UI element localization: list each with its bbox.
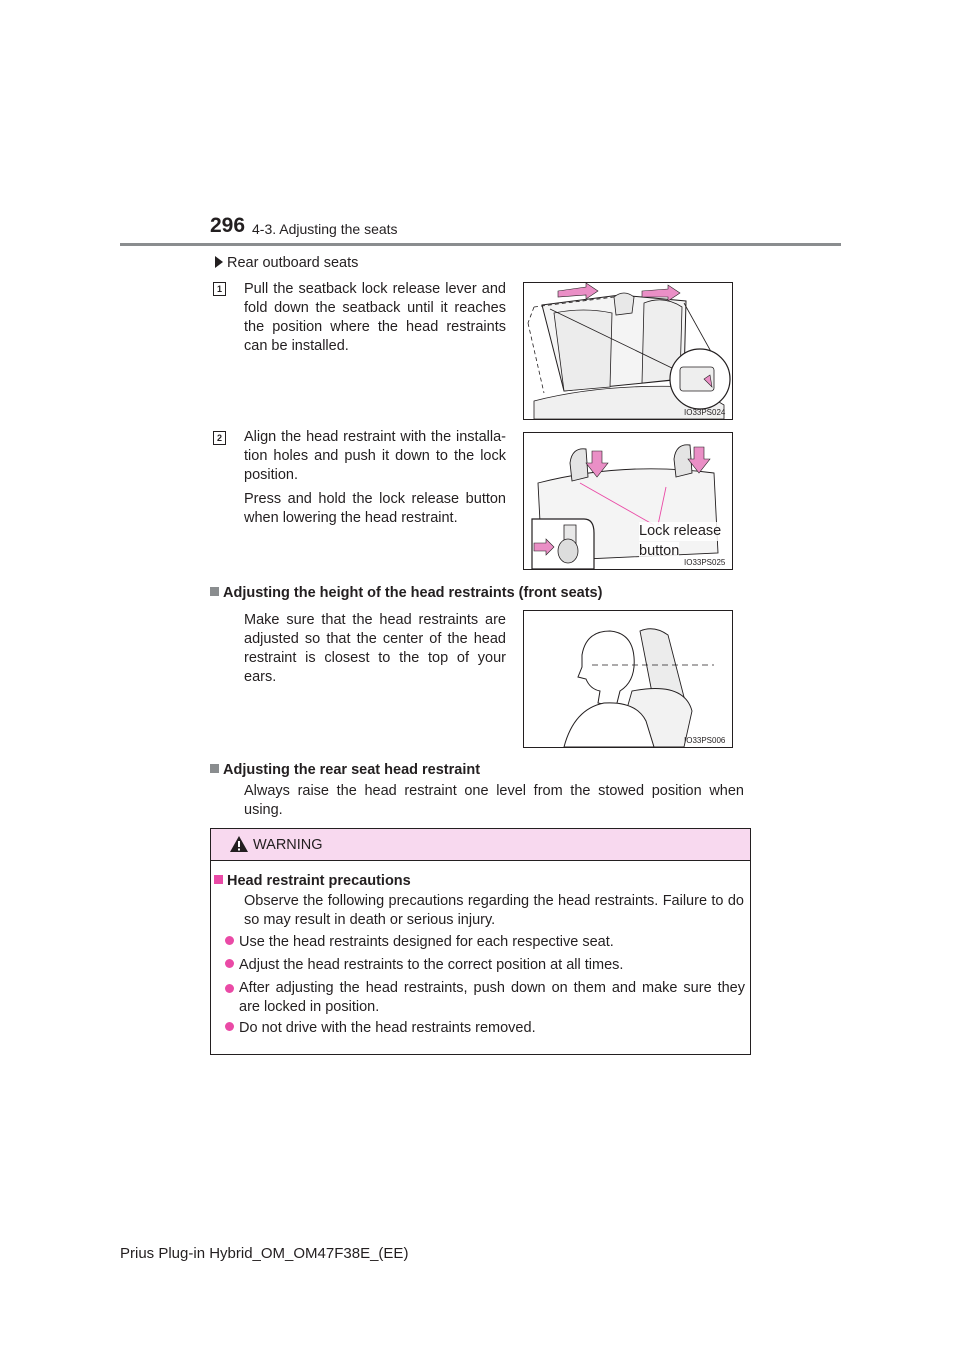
figure-front-head-restraint bbox=[523, 610, 733, 748]
figure-code: IO33PS025 bbox=[684, 558, 726, 567]
warning-heading-label: Head restraint precautions bbox=[227, 873, 411, 889]
warning-header bbox=[211, 829, 750, 861]
heading-rear-adjust bbox=[210, 762, 480, 778]
warning-bullet-text: After adjusting the head restraints, push down on them and make sure they are locked in position. bbox=[239, 980, 745, 1015]
warning-bullet bbox=[225, 1019, 745, 1038]
warning-bullet-text: Use the head restraints designed for each respective seat. bbox=[239, 934, 614, 950]
figure-seatback-fold bbox=[523, 282, 733, 420]
square-bullet-icon bbox=[214, 875, 223, 884]
warning-box bbox=[210, 828, 751, 1055]
warning-heading bbox=[214, 873, 411, 889]
front-height-text: Make sure that the head restraints are adjusted so that the center of the head restraint is closest to the top of your ears. bbox=[244, 612, 506, 685]
step1-text: Pull the seatback lock release lever and fold down the seatback until it reaches the position where the head restraints can be installed. bbox=[244, 281, 506, 354]
warning-bullet bbox=[225, 933, 745, 952]
seatback-fold-illustration bbox=[524, 283, 732, 419]
warning-title: WARNING bbox=[253, 837, 323, 853]
front-head-restraint-illustration bbox=[524, 611, 732, 747]
bullet-dot-icon bbox=[225, 959, 234, 968]
warning-triangle-icon bbox=[229, 835, 249, 853]
subhead-label: Rear outboard seats bbox=[227, 255, 359, 271]
subhead-rear-outboard bbox=[215, 255, 358, 271]
warning-bullet bbox=[225, 979, 745, 1017]
footer-document-id: Prius Plug-in Hybrid_OM_OM47F38E_(EE) bbox=[120, 1245, 409, 1262]
figure-code: IO33PS024 bbox=[684, 408, 726, 417]
callout-lock-release-line1: Lock release bbox=[639, 523, 722, 539]
heading-front-height bbox=[210, 585, 602, 601]
bullet-dot-icon bbox=[225, 1022, 234, 1031]
page-number: 296 bbox=[210, 214, 246, 237]
head-restraint-install-illustration bbox=[524, 433, 732, 569]
step2-note: Press and hold the lock release button when lowering the head restraint. bbox=[244, 491, 506, 526]
callout-lock-release-line2: button bbox=[639, 543, 680, 559]
warning-bullet bbox=[225, 956, 745, 975]
warning-bullet-text: Do not drive with the head restraints removed. bbox=[239, 1020, 536, 1036]
figure-head-restraint-install bbox=[523, 432, 733, 570]
square-bullet-icon bbox=[210, 587, 219, 596]
step-number-2: 2 bbox=[213, 431, 226, 445]
square-bullet-icon bbox=[210, 764, 219, 773]
heading-rear-adjust-label: Adjusting the rear seat head restraint bbox=[223, 762, 481, 778]
step2-text: Align the head restraint with the installa- tion holes and push it down to the lock position. bbox=[244, 429, 506, 483]
rear-adjust-text: Always raise the head restraint one level from the stowed position when using. bbox=[244, 783, 744, 818]
bullet-dot-icon bbox=[225, 936, 234, 945]
step-number-1: 1 bbox=[213, 282, 226, 296]
warning-intro: Observe the following precautions regarding the head restraints. Failure to do so may result in death or serious injury. bbox=[244, 893, 744, 928]
header-rule bbox=[120, 243, 841, 246]
section-title: 4-3. Adjusting the seats bbox=[252, 221, 398, 237]
figure-code: IO33PS006 bbox=[684, 736, 726, 745]
triangle-bullet-icon bbox=[215, 256, 223, 268]
heading-front-height-label: Adjusting the height of the head restraints (front seats) bbox=[223, 585, 603, 601]
bullet-dot-icon bbox=[225, 984, 234, 993]
warning-bullet-text: Adjust the head restraints to the correct position at all times. bbox=[239, 957, 624, 973]
